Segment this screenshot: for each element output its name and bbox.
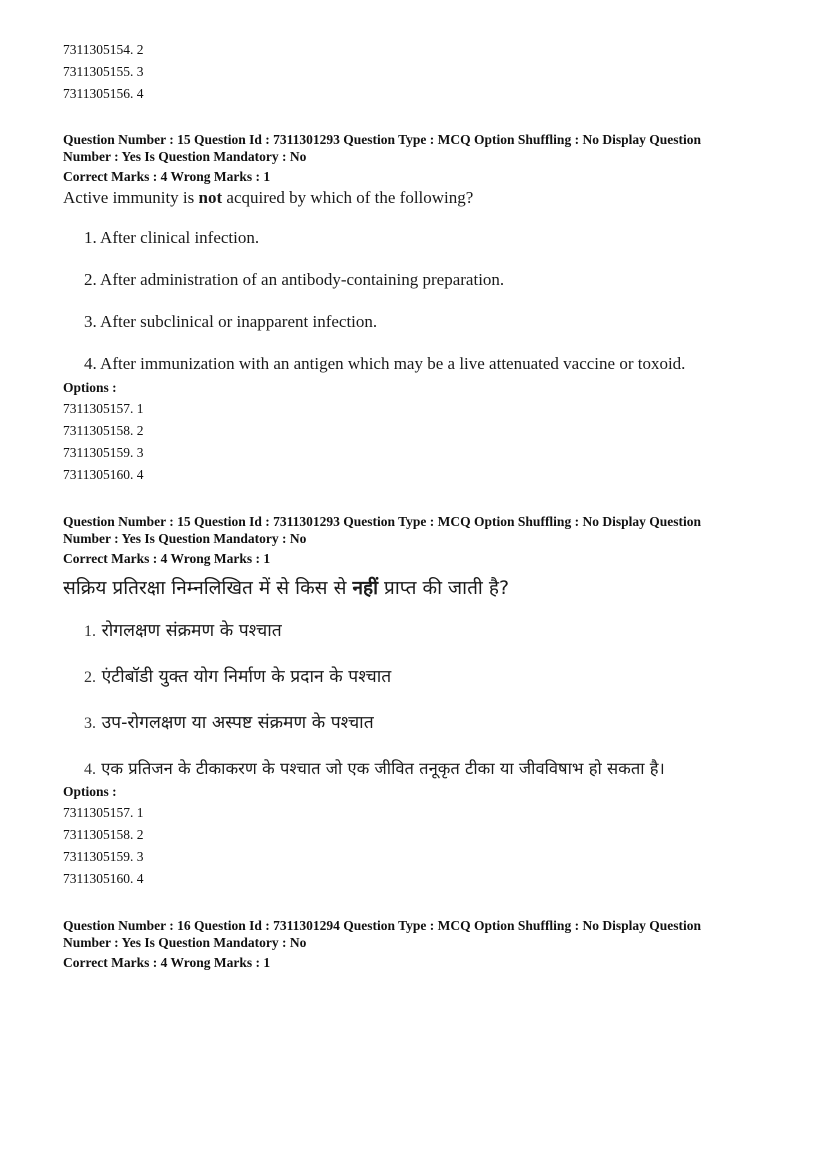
option-id: 7311305155. 3 <box>63 64 144 79</box>
question-marks: Correct Marks : 4 Wrong Marks : 1 <box>63 955 271 970</box>
question-meta: Number : Yes Is Question Mandatory : No <box>63 935 307 950</box>
option-id: 7311305158. 2 <box>63 423 144 438</box>
answer-choice-hindi: 4. एक प्रतिजन के टीकाकरण के पश्चात जो एक जीवित तनूकृत टीका या जीवविषाभ हो सकता है। <box>84 759 665 778</box>
answer-choice-hindi: 1. रोगलक्षण संक्रमण के पश्चात <box>84 621 282 641</box>
option-id: 7311305158. 2 <box>63 827 144 842</box>
question-text: Active immunity is not acquired by which of the following? <box>63 188 474 207</box>
answer-choice-hindi: 3. उप-रोगलक्षण या अस्पष्ट संक्रमण के पश्चात <box>84 713 374 733</box>
question-marks: Correct Marks : 4 Wrong Marks : 1 <box>63 169 271 184</box>
question-meta: Question Number : 15 Question Id : 7311301293 Question Type : MCQ Option Shuffling : No Display Question <box>63 514 701 529</box>
question-text-hindi: सक्रिय प्रतिरक्षा निम्नलिखित में से किस से नहीं प्राप्त की जाती है? <box>63 577 510 599</box>
option-id: 7311305154. 2 <box>63 42 144 57</box>
answer-choice-hindi: 2. एंटीबॉडी युक्त योग निर्माण के प्रदान के पश्चात <box>84 667 392 687</box>
option-id: 7311305160. 4 <box>63 871 144 886</box>
option-id: 7311305159. 3 <box>63 849 144 864</box>
option-id: 7311305160. 4 <box>63 467 144 482</box>
answer-choice: 3. After subclinical or inapparent infection. <box>84 312 378 331</box>
question-marks: Correct Marks : 4 Wrong Marks : 1 <box>63 551 271 566</box>
options-label: Options : <box>63 784 117 799</box>
option-id: 7311305157. 1 <box>63 401 144 416</box>
question-meta: Question Number : 16 Question Id : 7311301294 Question Type : MCQ Option Shuffling : No Display Question <box>63 918 701 933</box>
question-meta: Question Number : 15 Question Id : 7311301293 Question Type : MCQ Option Shuffling : No Display Question <box>63 132 701 147</box>
option-id: 7311305157. 1 <box>63 805 144 820</box>
answer-choice: 4. After immunization with an antigen which may be a live attenuated vaccine or toxoid. <box>84 354 686 373</box>
answer-choice: 1. After clinical infection. <box>84 228 260 247</box>
question-meta: Number : Yes Is Question Mandatory : No <box>63 531 307 546</box>
option-id: 7311305159. 3 <box>63 445 144 460</box>
options-label: Options : <box>63 380 117 395</box>
answer-choice: 2. After administration of an antibody-containing preparation. <box>84 270 505 289</box>
option-id: 7311305156. 4 <box>63 86 144 101</box>
question-meta: Number : Yes Is Question Mandatory : No <box>63 149 307 164</box>
